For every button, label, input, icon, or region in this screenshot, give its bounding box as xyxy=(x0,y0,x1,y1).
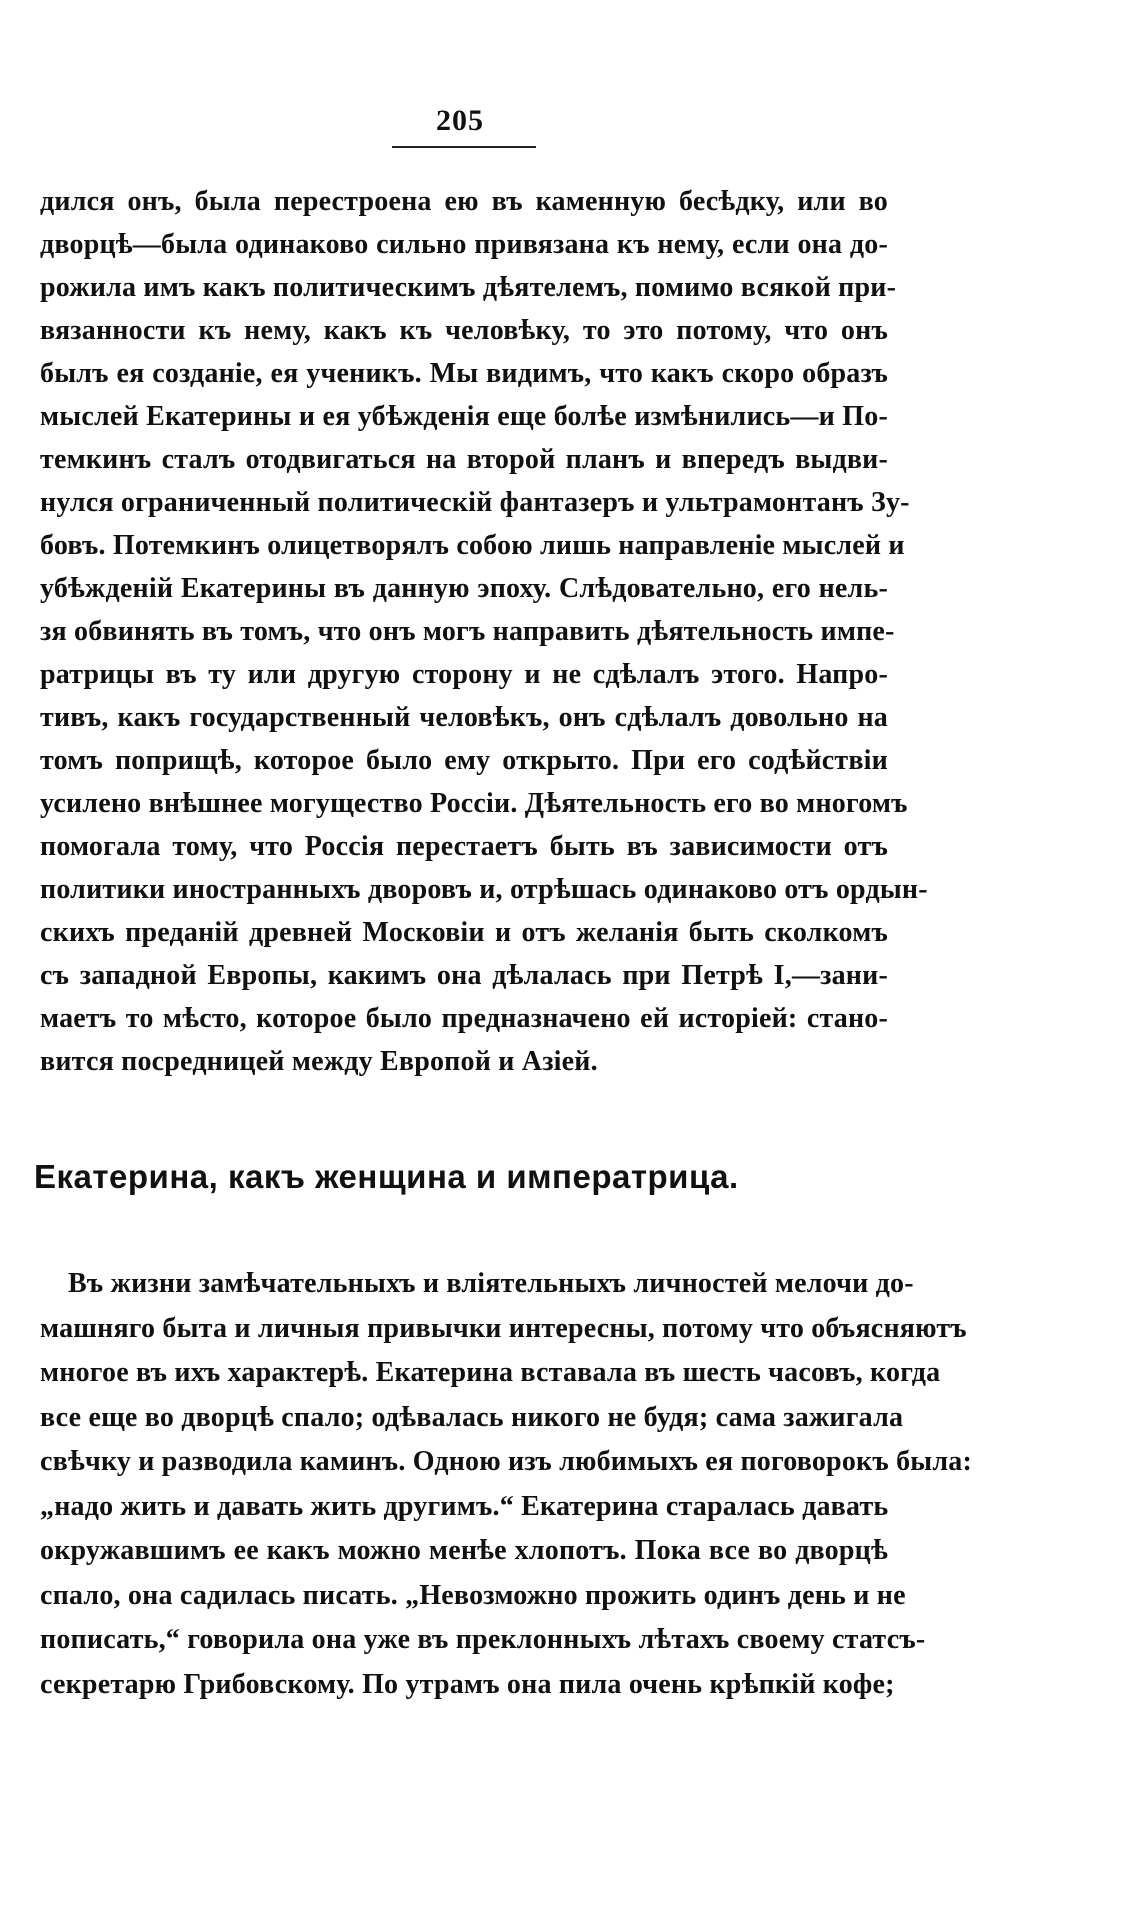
text-line: съ западной Европы, какимъ она дѣлалась при Петрѣ I,—зани- xyxy=(40,960,888,991)
text-line: убѣжденій Екатерины въ данную эпоху. Слѣдовательно, его нель- xyxy=(40,573,888,604)
text-line: дился онъ, была перестроена ею въ каменную бесѣдку, или во xyxy=(40,186,888,217)
paragraph-section xyxy=(40,1262,972,1707)
page-number-rule xyxy=(392,146,536,148)
text-line: „надо жить и давать жить другимъ.“ Екатерина старалась давать xyxy=(40,1490,889,1522)
text-line: секретарю Грибовскому. По утрамъ она пила очень крѣпкій кофе; xyxy=(40,1668,895,1700)
text-line: вится посредницей между Европой и Азіей. xyxy=(40,1046,598,1077)
text-line: темкинъ сталъ отодвигаться на второй планъ и впередъ выдви- xyxy=(40,444,888,475)
text-line: ратрицы въ ту или другую сторону и не сдѣлалъ этого. Напро- xyxy=(40,659,888,690)
text-line: многое въ ихъ характерѣ. Екатерина вставала въ шесть часовъ, когда xyxy=(40,1357,941,1388)
text-line: мыслей Екатерины и ея убѣжденія еще болѣе измѣнились—и По- xyxy=(40,401,888,432)
text-line: окружавшимъ ее какъ можно менѣе хлопотъ. Пока все во дворцѣ xyxy=(40,1535,888,1566)
text-line: Въ жизни замѣчательныхъ и вліятельныхъ личностей мелочи до- xyxy=(68,1268,914,1299)
text-line: пописать,“ говорила она уже въ преклонныхъ лѣтахъ своему статсъ- xyxy=(40,1624,926,1655)
text-line: все еще во дворцѣ спало; одѣвалась никого не будя; сама зажигала xyxy=(40,1401,904,1433)
text-line: спало, она садилась писать. „Невозможно прожить одинъ день и не xyxy=(40,1579,906,1611)
text-line: рожила имъ какъ политическимъ дѣятелемъ, помимо всякой при- xyxy=(40,272,897,303)
text-line: свѣчку и разводила каминъ. Одною изъ любимыхъ ея поговорокъ была: xyxy=(40,1446,972,1477)
text-line: бовъ. Потемкинъ олицетворялъ собою лишь направленіе мыслей и xyxy=(40,530,905,561)
text-line: машняго быта и личныя привычки интересны, потому что объясняютъ xyxy=(40,1312,967,1344)
text-line: тивъ, какъ государственный человѣкъ, онъ сдѣлалъ довольно на xyxy=(40,702,888,733)
text-line: помогала тому, что Россія перестаетъ быть въ зависимости отъ xyxy=(40,831,888,862)
text-line: нулся ограниченный политическій фантазеръ и ультрамонтанъ Зу- xyxy=(40,487,910,518)
page-number: 205 xyxy=(436,104,484,137)
text-line: зя обвинять въ томъ, что онъ могъ направить дѣятельность импе- xyxy=(40,616,895,647)
text-line: политики иностранныхъ дворовъ и, отрѣшась одинаково отъ ордын- xyxy=(40,874,928,905)
text-line: томъ поприщѣ, которое было ему открыто. При его содѣйствіи xyxy=(40,745,888,776)
text-line: былъ ея созданіе, ея ученикъ. Мы видимъ, что какъ скоро образъ xyxy=(40,358,888,389)
text-line: скихъ преданій древней Московіи и отъ желанія быть сколкомъ xyxy=(40,917,888,948)
text-line: усилено внѣшнее могущество Россіи. Дѣятельность его во многомъ xyxy=(40,788,908,819)
text-line: вязанности къ нему, какъ къ человѣку, то это потому, что онъ xyxy=(40,315,888,346)
paragraph-continued xyxy=(40,180,928,1083)
section-heading: Екатерина, какъ женщина и императрица. xyxy=(34,1158,739,1195)
text-line: дворцѣ—была одинаково сильно привязана къ нему, если она до- xyxy=(40,229,888,260)
text-line: маетъ то мѣсто, которое было предназначено ей исторіей: стано- xyxy=(40,1003,888,1034)
